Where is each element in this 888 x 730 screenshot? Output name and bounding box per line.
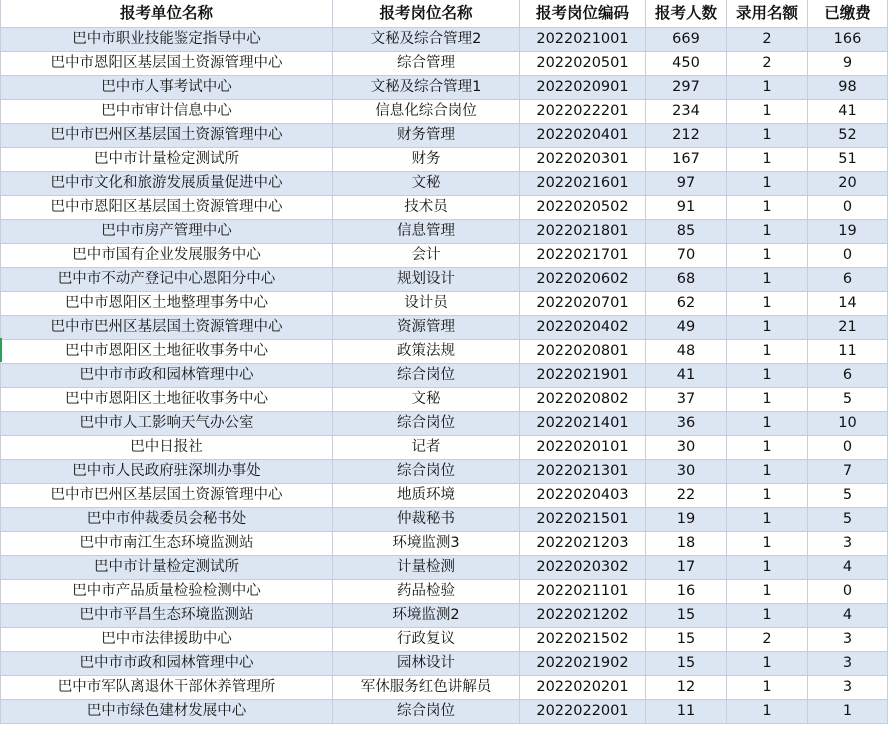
paid-count-cell[interactable]: 19 — [808, 220, 888, 244]
hiring-quota-cell[interactable]: 1 — [727, 460, 808, 484]
hiring-quota-cell[interactable]: 2 — [727, 52, 808, 76]
hiring-quota-cell[interactable]: 1 — [727, 220, 808, 244]
unit-name-cell[interactable]: 巴中市计量检定测试所 — [1, 148, 333, 172]
unit-name-cell[interactable]: 巴中市市政和园林管理中心 — [1, 652, 333, 676]
unit-name-cell[interactable]: 巴中市仲裁委员会秘书处 — [1, 508, 333, 532]
hiring-quota-cell[interactable]: 1 — [727, 196, 808, 220]
post-code-cell[interactable]: 2022020302 — [520, 556, 646, 580]
post-name-cell[interactable]: 园林设计 — [333, 652, 520, 676]
paid-count-cell[interactable]: 0 — [808, 580, 888, 604]
paid-count-cell[interactable]: 98 — [808, 76, 888, 100]
applicant-count-cell[interactable]: 30 — [646, 460, 727, 484]
table-row — [1, 556, 888, 580]
post-code-cell[interactable]: 2022021301 — [520, 460, 646, 484]
header-row — [1, 0, 888, 28]
table-row — [1, 676, 888, 700]
post-code-cell[interactable]: 2022021101 — [520, 580, 646, 604]
post-code-cell[interactable]: 2022021601 — [520, 172, 646, 196]
table-row — [1, 52, 888, 76]
post-name-cell[interactable]: 文秘 — [333, 388, 520, 412]
unit-name-cell[interactable]: 巴中日报社 — [1, 436, 333, 460]
unit-name-cell[interactable]: 巴中市人事考试中心 — [1, 76, 333, 100]
table-row — [1, 292, 888, 316]
post-name-cell[interactable]: 军休服务红色讲解员 — [333, 676, 520, 700]
unit-name-cell[interactable]: 巴中市人民政府驻深圳办事处 — [1, 460, 333, 484]
hiring-quota-cell[interactable]: 1 — [727, 172, 808, 196]
post-name-cell[interactable]: 信息化综合岗位 — [333, 100, 520, 124]
applicant-count-cell[interactable]: 68 — [646, 268, 727, 292]
hiring-quota-cell[interactable]: 1 — [727, 292, 808, 316]
post-code-cell[interactable]: 2022020501 — [520, 52, 646, 76]
post-code-cell[interactable]: 2022020802 — [520, 388, 646, 412]
table-row — [1, 580, 888, 604]
hiring-quota-cell[interactable]: 1 — [727, 316, 808, 340]
hiring-quota-cell[interactable]: 1 — [727, 412, 808, 436]
header-paid-count[interactable]: 已缴费 — [808, 0, 888, 28]
unit-name-cell[interactable]: 巴中市职业技能鉴定指导中心 — [1, 28, 333, 52]
header-unit-name[interactable]: 报考单位名称 — [1, 0, 333, 28]
applicant-count-cell[interactable]: 12 — [646, 676, 727, 700]
post-code-cell[interactable]: 2022020201 — [520, 676, 646, 700]
hiring-quota-cell[interactable]: 1 — [727, 652, 808, 676]
applicant-count-cell[interactable]: 97 — [646, 172, 727, 196]
post-name-cell[interactable]: 文秘 — [333, 172, 520, 196]
unit-name-cell[interactable]: 巴中市恩阳区土地征收事务中心 — [1, 388, 333, 412]
table-row — [1, 172, 888, 196]
paid-count-cell[interactable]: 7 — [808, 460, 888, 484]
unit-name-cell[interactable]: 巴中市人工影响天气办公室 — [1, 412, 333, 436]
post-name-cell[interactable]: 会计 — [333, 244, 520, 268]
post-name-cell[interactable]: 环境监测3 — [333, 532, 520, 556]
applicant-count-cell[interactable]: 19 — [646, 508, 727, 532]
table-row — [1, 412, 888, 436]
hiring-quota-cell[interactable]: 1 — [727, 124, 808, 148]
post-code-cell[interactable]: 2022020101 — [520, 436, 646, 460]
header-post-code[interactable]: 报考岗位编码 — [520, 0, 646, 28]
paid-count-cell[interactable]: 1 — [808, 700, 888, 724]
unit-name-cell[interactable]: 巴中市军队离退休干部休养管理所 — [1, 676, 333, 700]
post-code-cell[interactable]: 2022020602 — [520, 268, 646, 292]
unit-name-cell[interactable]: 巴中市恩阳区土地征收事务中心 — [1, 340, 333, 364]
table-row — [1, 268, 888, 292]
post-code-cell[interactable]: 2022021501 — [520, 508, 646, 532]
table-row — [1, 220, 888, 244]
post-code-cell[interactable]: 2022022201 — [520, 100, 646, 124]
paid-count-cell[interactable]: 3 — [808, 532, 888, 556]
unit-name-cell[interactable]: 巴中市巴州区基层国土资源管理中心 — [1, 316, 333, 340]
hiring-quota-cell[interactable]: 1 — [727, 100, 808, 124]
post-name-cell[interactable]: 政策法规 — [333, 340, 520, 364]
unit-name-cell[interactable]: 巴中市恩阳区基层国土资源管理中心 — [1, 52, 333, 76]
post-code-cell[interactable]: 2022021701 — [520, 244, 646, 268]
hiring-quota-cell[interactable]: 1 — [727, 364, 808, 388]
hiring-quota-cell[interactable]: 1 — [727, 556, 808, 580]
paid-count-cell[interactable]: 6 — [808, 268, 888, 292]
applicant-count-cell[interactable]: 450 — [646, 52, 727, 76]
table-row — [1, 604, 888, 628]
unit-name-cell[interactable]: 巴中市绿色建材发展中心 — [1, 700, 333, 724]
unit-name-cell[interactable]: 巴中市法律援助中心 — [1, 628, 333, 652]
table-row — [1, 460, 888, 484]
applicant-count-cell[interactable]: 41 — [646, 364, 727, 388]
unit-name-cell[interactable]: 巴中市产品质量检验检测中心 — [1, 580, 333, 604]
applicant-count-cell[interactable]: 15 — [646, 652, 727, 676]
post-name-cell[interactable]: 记者 — [333, 436, 520, 460]
post-name-cell[interactable]: 计量检测 — [333, 556, 520, 580]
applicant-count-cell[interactable]: 91 — [646, 196, 727, 220]
unit-name-cell[interactable]: 巴中市巴州区基层国土资源管理中心 — [1, 484, 333, 508]
hiring-quota-cell[interactable]: 1 — [727, 268, 808, 292]
table-body — [1, 28, 888, 724]
post-code-cell[interactable]: 2022020901 — [520, 76, 646, 100]
applicant-count-cell[interactable]: 36 — [646, 412, 727, 436]
paid-count-cell[interactable]: 6 — [808, 364, 888, 388]
paid-count-cell[interactable]: 3 — [808, 676, 888, 700]
post-name-cell[interactable]: 财务 — [333, 148, 520, 172]
paid-count-cell[interactable]: 5 — [808, 388, 888, 412]
post-code-cell[interactable]: 2022020402 — [520, 316, 646, 340]
unit-name-cell[interactable]: 巴中市国有企业发展服务中心 — [1, 244, 333, 268]
table-row — [1, 76, 888, 100]
hiring-quota-cell[interactable]: 1 — [727, 76, 808, 100]
post-name-cell[interactable]: 资源管理 — [333, 316, 520, 340]
hiring-quota-cell[interactable]: 1 — [727, 700, 808, 724]
hiring-quota-cell[interactable]: 1 — [727, 604, 808, 628]
post-code-cell[interactable]: 2022021401 — [520, 412, 646, 436]
post-code-cell[interactable]: 2022020701 — [520, 292, 646, 316]
applicant-count-cell[interactable]: 11 — [646, 700, 727, 724]
selection-marker — [0, 338, 2, 362]
post-code-cell[interactable]: 2022020301 — [520, 148, 646, 172]
post-name-cell[interactable]: 行政复议 — [333, 628, 520, 652]
hiring-quota-cell[interactable]: 1 — [727, 244, 808, 268]
applicant-count-cell[interactable]: 16 — [646, 580, 727, 604]
post-name-cell[interactable]: 综合管理 — [333, 52, 520, 76]
unit-name-cell[interactable]: 巴中市房产管理中心 — [1, 220, 333, 244]
post-name-cell[interactable]: 综合岗位 — [333, 460, 520, 484]
table-header — [1, 0, 888, 28]
paid-count-cell[interactable]: 4 — [808, 604, 888, 628]
hiring-quota-cell[interactable]: 1 — [727, 388, 808, 412]
hiring-quota-cell[interactable]: 2 — [727, 28, 808, 52]
post-name-cell[interactable]: 仲裁秘书 — [333, 508, 520, 532]
header-applicant-count[interactable]: 报考人数 — [646, 0, 727, 28]
paid-count-cell[interactable]: 4 — [808, 556, 888, 580]
applicant-count-cell[interactable]: 22 — [646, 484, 727, 508]
unit-name-cell[interactable]: 巴中市审计信息中心 — [1, 100, 333, 124]
hiring-quota-cell[interactable]: 1 — [727, 508, 808, 532]
paid-count-cell[interactable]: 166 — [808, 28, 888, 52]
table-row — [1, 28, 888, 52]
paid-count-cell[interactable]: 9 — [808, 52, 888, 76]
applicant-count-cell[interactable]: 48 — [646, 340, 727, 364]
hiring-quota-cell[interactable]: 1 — [727, 580, 808, 604]
post-name-cell[interactable]: 综合岗位 — [333, 364, 520, 388]
hiring-quota-cell[interactable]: 1 — [727, 340, 808, 364]
post-code-cell[interactable]: 2022020502 — [520, 196, 646, 220]
paid-count-cell[interactable]: 0 — [808, 244, 888, 268]
post-code-cell[interactable]: 2022020401 — [520, 124, 646, 148]
post-name-cell[interactable]: 规划设计 — [333, 268, 520, 292]
table-row — [1, 148, 888, 172]
applicant-count-cell[interactable]: 297 — [646, 76, 727, 100]
paid-count-cell[interactable]: 20 — [808, 172, 888, 196]
post-code-cell[interactable]: 2022021202 — [520, 604, 646, 628]
hiring-quota-cell[interactable]: 1 — [727, 676, 808, 700]
paid-count-cell[interactable]: 41 — [808, 100, 888, 124]
paid-count-cell[interactable]: 0 — [808, 196, 888, 220]
post-name-cell[interactable]: 综合岗位 — [333, 412, 520, 436]
unit-name-cell[interactable]: 巴中市不动产登记中心恩阳分中心 — [1, 268, 333, 292]
hiring-quota-cell[interactable]: 1 — [727, 436, 808, 460]
post-name-cell[interactable]: 地质环境 — [333, 484, 520, 508]
table-row — [1, 436, 888, 460]
table-row — [1, 532, 888, 556]
paid-count-cell[interactable]: 11 — [808, 340, 888, 364]
applicant-count-cell[interactable]: 669 — [646, 28, 727, 52]
post-name-cell[interactable]: 文秘及综合管理1 — [333, 76, 520, 100]
table-row — [1, 700, 888, 724]
applicant-count-cell[interactable]: 234 — [646, 100, 727, 124]
header-hiring-quota[interactable]: 录用名额 — [727, 0, 808, 28]
hiring-quota-cell[interactable]: 2 — [727, 628, 808, 652]
applicant-count-cell[interactable]: 85 — [646, 220, 727, 244]
post-name-cell[interactable]: 财务管理 — [333, 124, 520, 148]
applicant-count-cell[interactable]: 212 — [646, 124, 727, 148]
table-row — [1, 124, 888, 148]
post-name-cell[interactable]: 环境监测2 — [333, 604, 520, 628]
table-row — [1, 244, 888, 268]
unit-name-cell[interactable]: 巴中市巴州区基层国土资源管理中心 — [1, 124, 333, 148]
applicant-count-cell[interactable]: 70 — [646, 244, 727, 268]
table-row — [1, 100, 888, 124]
hiring-quota-cell[interactable]: 1 — [727, 148, 808, 172]
post-code-cell[interactable]: 2022020801 — [520, 340, 646, 364]
paid-count-cell[interactable]: 14 — [808, 292, 888, 316]
applicant-count-cell[interactable]: 15 — [646, 604, 727, 628]
post-code-cell[interactable]: 2022021801 — [520, 220, 646, 244]
post-name-cell[interactable]: 信息管理 — [333, 220, 520, 244]
unit-name-cell[interactable]: 巴中市计量检定测试所 — [1, 556, 333, 580]
unit-name-cell[interactable]: 巴中市平昌生态环境监测站 — [1, 604, 333, 628]
paid-count-cell[interactable]: 5 — [808, 484, 888, 508]
unit-name-cell[interactable]: 巴中市文化和旅游发展质量促进中心 — [1, 172, 333, 196]
paid-count-cell[interactable]: 5 — [808, 508, 888, 532]
post-code-cell[interactable]: 2022021502 — [520, 628, 646, 652]
applicant-count-cell[interactable]: 37 — [646, 388, 727, 412]
unit-name-cell[interactable]: 巴中市市政和园林管理中心 — [1, 364, 333, 388]
applicant-count-cell[interactable]: 30 — [646, 436, 727, 460]
table-row — [1, 652, 888, 676]
hiring-quota-cell[interactable]: 1 — [727, 532, 808, 556]
applicant-count-cell[interactable]: 49 — [646, 316, 727, 340]
applicant-count-cell[interactable]: 62 — [646, 292, 727, 316]
post-code-cell[interactable]: 2022022001 — [520, 700, 646, 724]
table-row — [1, 340, 888, 364]
header-post-name[interactable]: 报考岗位名称 — [333, 0, 520, 28]
table-row — [1, 196, 888, 220]
unit-name-cell[interactable]: 巴中市南江生态环境监测站 — [1, 532, 333, 556]
paid-count-cell[interactable]: 0 — [808, 436, 888, 460]
post-code-cell[interactable]: 2022020403 — [520, 484, 646, 508]
post-code-cell[interactable]: 2022021901 — [520, 364, 646, 388]
paid-count-cell[interactable]: 52 — [808, 124, 888, 148]
paid-count-cell[interactable]: 51 — [808, 148, 888, 172]
post-code-cell[interactable]: 2022021001 — [520, 28, 646, 52]
post-code-cell[interactable]: 2022021902 — [520, 652, 646, 676]
table-row — [1, 364, 888, 388]
hiring-quota-cell[interactable]: 1 — [727, 484, 808, 508]
table-row — [1, 628, 888, 652]
unit-name-cell[interactable]: 巴中市恩阳区基层国土资源管理中心 — [1, 196, 333, 220]
post-name-cell[interactable]: 药品检验 — [333, 580, 520, 604]
paid-count-cell[interactable]: 3 — [808, 628, 888, 652]
paid-count-cell[interactable]: 21 — [808, 316, 888, 340]
unit-name-cell[interactable]: 巴中市恩阳区土地整理事务中心 — [1, 292, 333, 316]
post-name-cell[interactable]: 设计员 — [333, 292, 520, 316]
applicant-count-cell[interactable]: 167 — [646, 148, 727, 172]
post-code-cell[interactable]: 2022021203 — [520, 532, 646, 556]
post-name-cell[interactable]: 文秘及综合管理2 — [333, 28, 520, 52]
table-row — [1, 388, 888, 412]
table-row — [1, 316, 888, 340]
table-row — [1, 484, 888, 508]
applicant-count-cell[interactable]: 17 — [646, 556, 727, 580]
post-name-cell[interactable]: 综合岗位 — [333, 700, 520, 724]
post-name-cell[interactable]: 技术员 — [333, 196, 520, 220]
applicant-count-cell[interactable]: 18 — [646, 532, 727, 556]
paid-count-cell[interactable]: 10 — [808, 412, 888, 436]
table-row — [1, 508, 888, 532]
applicant-count-cell[interactable]: 15 — [646, 628, 727, 652]
paid-count-cell[interactable]: 3 — [808, 652, 888, 676]
